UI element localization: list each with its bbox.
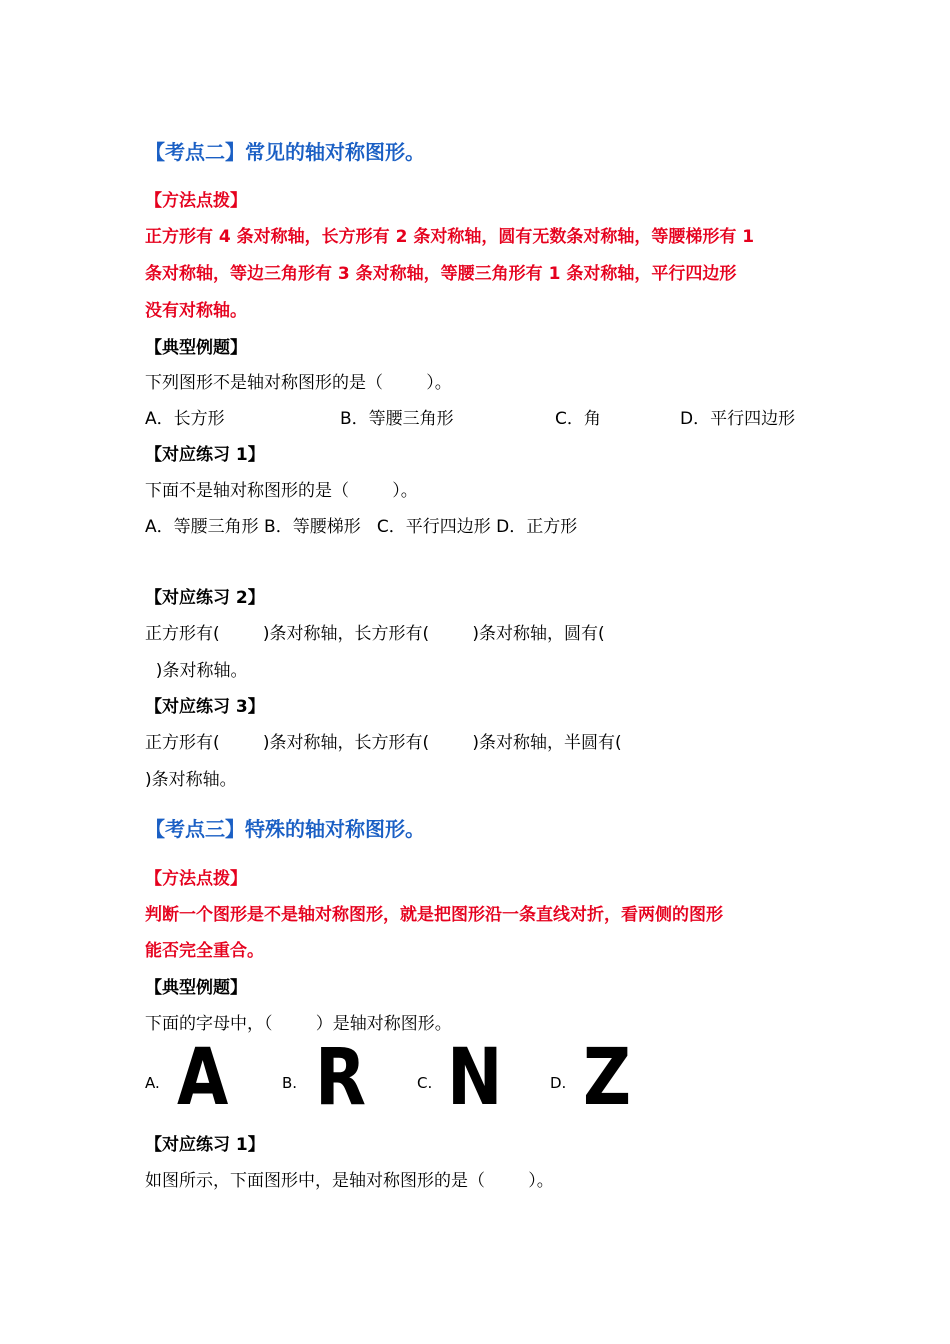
topic2-ex1-question: 下面不是轴对称图形的是（ ）。 — [145, 481, 418, 501]
letter-option-c-label: C. — [417, 1074, 433, 1092]
letter-option-d-label: D. — [550, 1074, 567, 1092]
topic2-example-option-a: A．长方形 — [145, 409, 225, 429]
topic2-ex2-title: 【对应练习 2】 — [145, 588, 265, 608]
letter-options-row — [145, 1033, 705, 1123]
topic2-method-line-2: 条对称轴，等边三角形有 3 条对称轴，等腰三角形有 1 条对称轴，平行四边形 — [145, 264, 737, 284]
letter-option-c-glyph: N — [447, 1033, 501, 1123]
topic3-method-line-2: 能否完全重合。 — [145, 941, 264, 961]
topic3-example-question: 下面的字母中，（ ）是轴对称图形。 — [145, 1014, 452, 1034]
topic3-method-title: 【方法点拨】 — [145, 869, 247, 889]
topic3-ex1-question: 如图所示，下面图形中，是轴对称图形的是（ ）。 — [145, 1171, 554, 1191]
letter-option-a-label: A. — [145, 1074, 160, 1092]
topic2-ex1-options: A．等腰三角形 B．等腰梯形 C．平行四边形 D．正方形 — [145, 517, 578, 537]
topic2-title: 【考点二】常见的轴对称图形。 — [145, 140, 425, 164]
topic3-title: 【考点三】特殊的轴对称图形。 — [145, 817, 425, 841]
letter-option-b-label: B. — [282, 1074, 298, 1092]
letter-option-a-glyph: A — [177, 1033, 227, 1123]
topic2-method-title: 【方法点拨】 — [145, 191, 247, 211]
topic2-ex3-line-1: 正方形有( )条对称轴，长方形有( )条对称轴，半圆有( — [145, 733, 622, 753]
letter-option-b-glyph: R — [315, 1033, 365, 1123]
topic2-ex2-line-1: 正方形有( )条对称轴，长方形有( )条对称轴，圆有( — [145, 624, 605, 644]
topic3-method-line-1: 判断一个图形是不是轴对称图形，就是把图形沿一条直线对折，看两侧的图形 — [145, 905, 723, 925]
topic2-example-option-c: C．角 — [555, 409, 601, 429]
topic2-ex1-title: 【对应练习 1】 — [145, 445, 265, 465]
topic3-example-title: 【典型例题】 — [145, 978, 247, 998]
topic2-example-option-b: B．等腰三角形 — [340, 409, 454, 429]
topic2-method-line-1: 正方形有 4 条对称轴，长方形有 2 条对称轴，圆有无数条对称轴，等腰梯形有 1 — [145, 227, 755, 247]
topic2-ex3-line-2: )条对称轴。 — [145, 770, 237, 790]
topic2-method-line-3: 没有对称轴。 — [145, 301, 247, 321]
topic2-example-title: 【典型例题】 — [145, 338, 247, 358]
letter-option-d-glyph: Z — [583, 1033, 630, 1123]
topic2-example-question: 下列图形不是轴对称图形的是（ ）。 — [145, 373, 452, 393]
topic2-example-option-d: D．平行四边形 — [680, 409, 796, 429]
topic3-ex1-title: 【对应练习 1】 — [145, 1135, 265, 1155]
topic2-ex3-title: 【对应练习 3】 — [145, 697, 265, 717]
topic2-ex2-line-2: )条对称轴。 — [145, 661, 248, 681]
